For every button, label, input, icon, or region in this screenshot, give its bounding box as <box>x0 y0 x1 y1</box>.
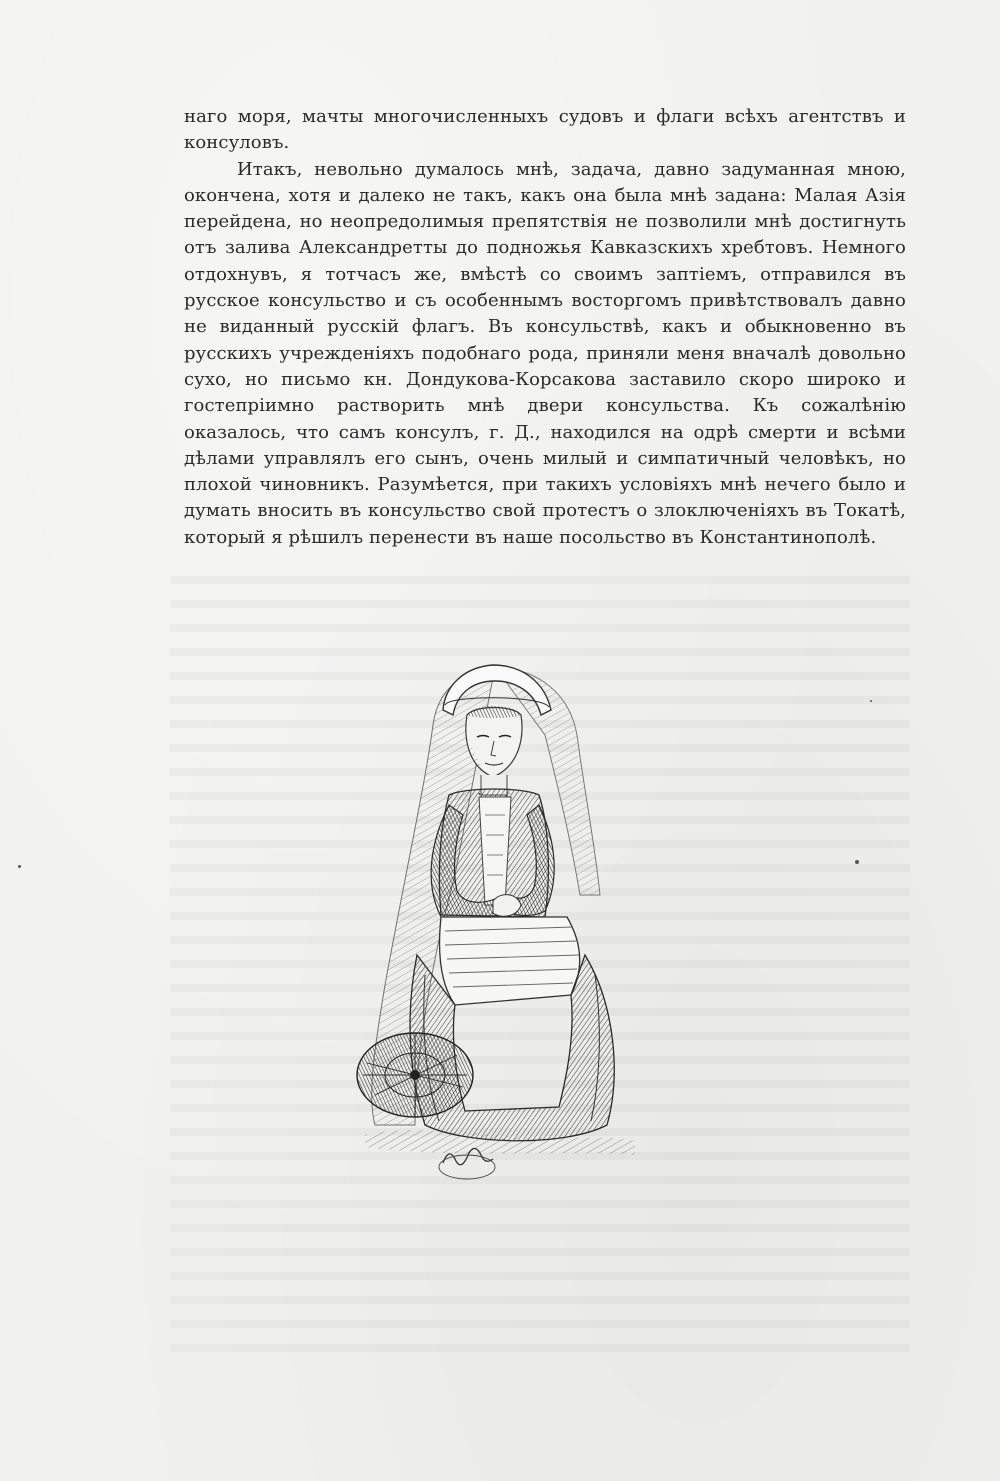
scan-speck <box>870 700 872 702</box>
paragraph-continuation: наго моря, мачты многочисленныхъ судовъ и флаги всѣхъ агентствъ и консуловъ. <box>184 106 906 154</box>
scan-speck <box>18 865 21 868</box>
seated-woman-engraving <box>345 655 645 1235</box>
scan-speck <box>855 860 859 864</box>
body-text <box>184 104 906 551</box>
paragraph-main: Итакъ, невольно думалось мнѣ, задача, давно задуманная мною, окончена, хотя и далеко не такъ, какъ она была мнѣ задана: Малая Азія перейдена, но неопредолимыя препятствія не позволили мнѣ достигнуть отъ залива Александретты до подножья Кавказскихъ хребтовъ. Немного отдохнувъ, я тотчасъ же, вмѣстѣ со своимъ заптіемъ, отправился въ русское консульство и съ особеннымъ восторгомъ привѣтствовалъ давно не виданный русскій флагъ. Въ консульствѣ, какъ и обыкновенно въ русскихъ учрежденіяхъ подобнаго рода, приняли меня вначалѣ довольно сухо, но письмо кн. Дондукова-Корсакова заставило скоро широко и гостепріимно растворить мнѣ двери консульства. Къ сожалѣнію оказалось, что самъ консулъ, г. Д., находился на одрѣ смерти и всѣми дѣлами управлялъ его сынъ, очень милый и симпатичный человѣкъ, но плохой чиновникъ. Разумѣется, при такихъ условіяхъ мнѣ нечего было и думать вносить въ консульство свой протестъ о злоключеніяхъ въ Токатѣ, который я рѣшилъ перенести въ наше посольство въ Константинополѣ. <box>184 158 906 548</box>
engraved-figure-illustration <box>345 655 645 1235</box>
